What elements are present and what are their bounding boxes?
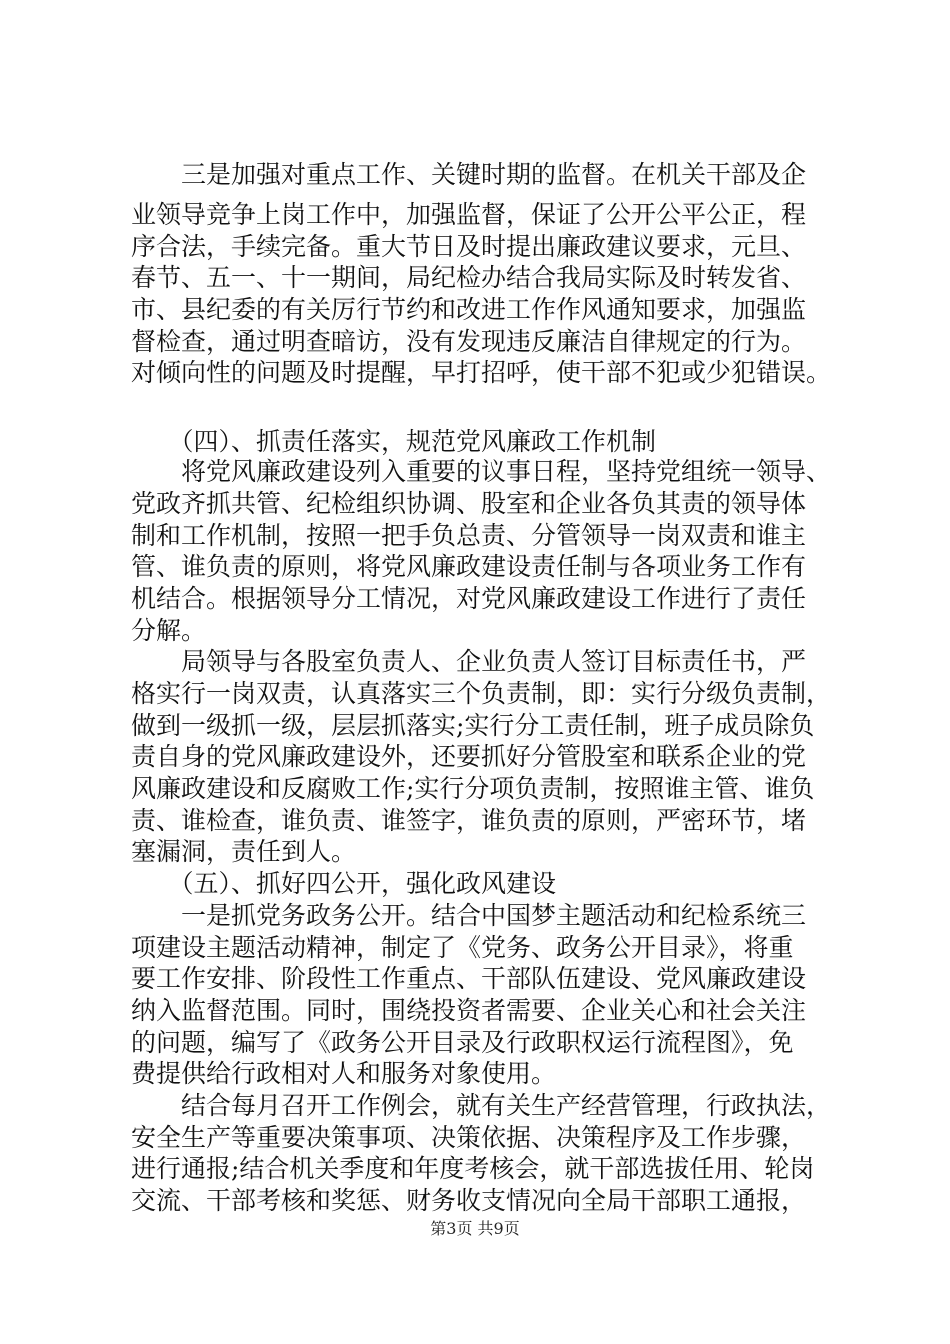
body-line: 纳入监督范围。同时，围绕投资者需要、企业关心和社会关注 [131, 995, 807, 1025]
body-line: 做到一级抓一级，层层抓落实;实行分工责任制，班子成员除负 [131, 710, 815, 740]
body-line: 塞漏洞，责任到人。 [131, 837, 357, 867]
body-line: 党政齐抓共管、纪检组织协调、股室和企业各负其责的领导体 [131, 488, 807, 518]
body-line: 局领导与各股室负责人、企业负责人签订目标责任书，严 [131, 647, 807, 677]
body-line: 项建设主题活动精神，制定了《党务、政务公开目录》，将重 [131, 932, 794, 962]
body-line: 业领导竞争上岗工作中，加强监督，保证了公开公平公正，程 [131, 200, 807, 230]
section-heading: （四）、抓责任落实，规范党风廉政工作机制 [131, 426, 657, 456]
body-line: 一是抓党务政务公开。结合中国梦主题活动和纪检系统三 [131, 900, 807, 930]
body-line: 督检查，通过明查暗访，没有发现违反廉洁自律规定的行为。 [131, 326, 807, 356]
body-line: 结合每月召开工作例会，就有关生产经营管理，行政执法， [131, 1090, 832, 1120]
body-line: 三是加强对重点工作、关键时期的监督。在机关干部及企 [131, 160, 807, 189]
body-line: 制和工作机制，按照一把手负总责、分管领导一岗双责和谁主 [131, 520, 807, 550]
body-line: 格实行一岗双责，认真落实三个负责制，即：实行分级负责制， [131, 679, 832, 709]
body-line: 费提供给行政相对人和服务对象使用。 [131, 1059, 557, 1089]
body-line: 将党风廉政建设列入重要的议事日程，坚持党组统一领导、 [131, 457, 832, 487]
body-line: 机结合。根据领导分工情况，对党风廉政建设工作进行了责任 [131, 584, 807, 613]
body-line: 对倾向性的问题及时提醒，早打招呼，使干部不犯或少犯错误。 [131, 358, 832, 388]
body-line: 要工作安排、阶段性工作重点、干部队伍建设、党风廉政建设 [131, 964, 807, 994]
body-line: 序合法，手续完备。重大节日及时提出廉政建议要求，元旦、 [131, 231, 807, 261]
body-line: 风廉政建设和反腐败工作;实行分项负责制，按照谁主管、谁负 [131, 774, 815, 804]
body-line: 分解。 [131, 615, 207, 645]
body-line: 市、县纪委的有关厉行节约和改进工作作风通知要求，加强监 [131, 295, 807, 325]
body-line: 的问题，编写了《政务公开目录及行政职权运行流程图》，免 [131, 1027, 794, 1057]
body-line: 责、谁检查，谁负责、谁签字，谁负责的原则，严密环节，堵 [131, 805, 807, 835]
body-line: 春节、五一、十一期间，局纪检办结合我局实际及时转发省、 [131, 263, 807, 293]
body-line: 责自身的党风廉政建设外，还要抓好分管股室和联系企业的党 [131, 742, 807, 772]
section-heading: （五）、抓好四公开，强化政风建设 [131, 869, 557, 899]
body-line: 安全生产等重要决策事项、决策依据、决策程序及工作步骤， [131, 1122, 807, 1152]
body-line: 进行通报;结合机关季度和年度考核会，就干部选拔任用、轮岗 [131, 1154, 815, 1184]
page-number-footer: 第3页 共9页 [430, 1219, 520, 1238]
body-line: 交流、干部考核和奖惩、财务收支情况向全局干部职工通报， [131, 1186, 807, 1215]
body-line: 管、谁负责的原则，将党风廉政建设责任制与各项业务工作有 [131, 552, 807, 582]
